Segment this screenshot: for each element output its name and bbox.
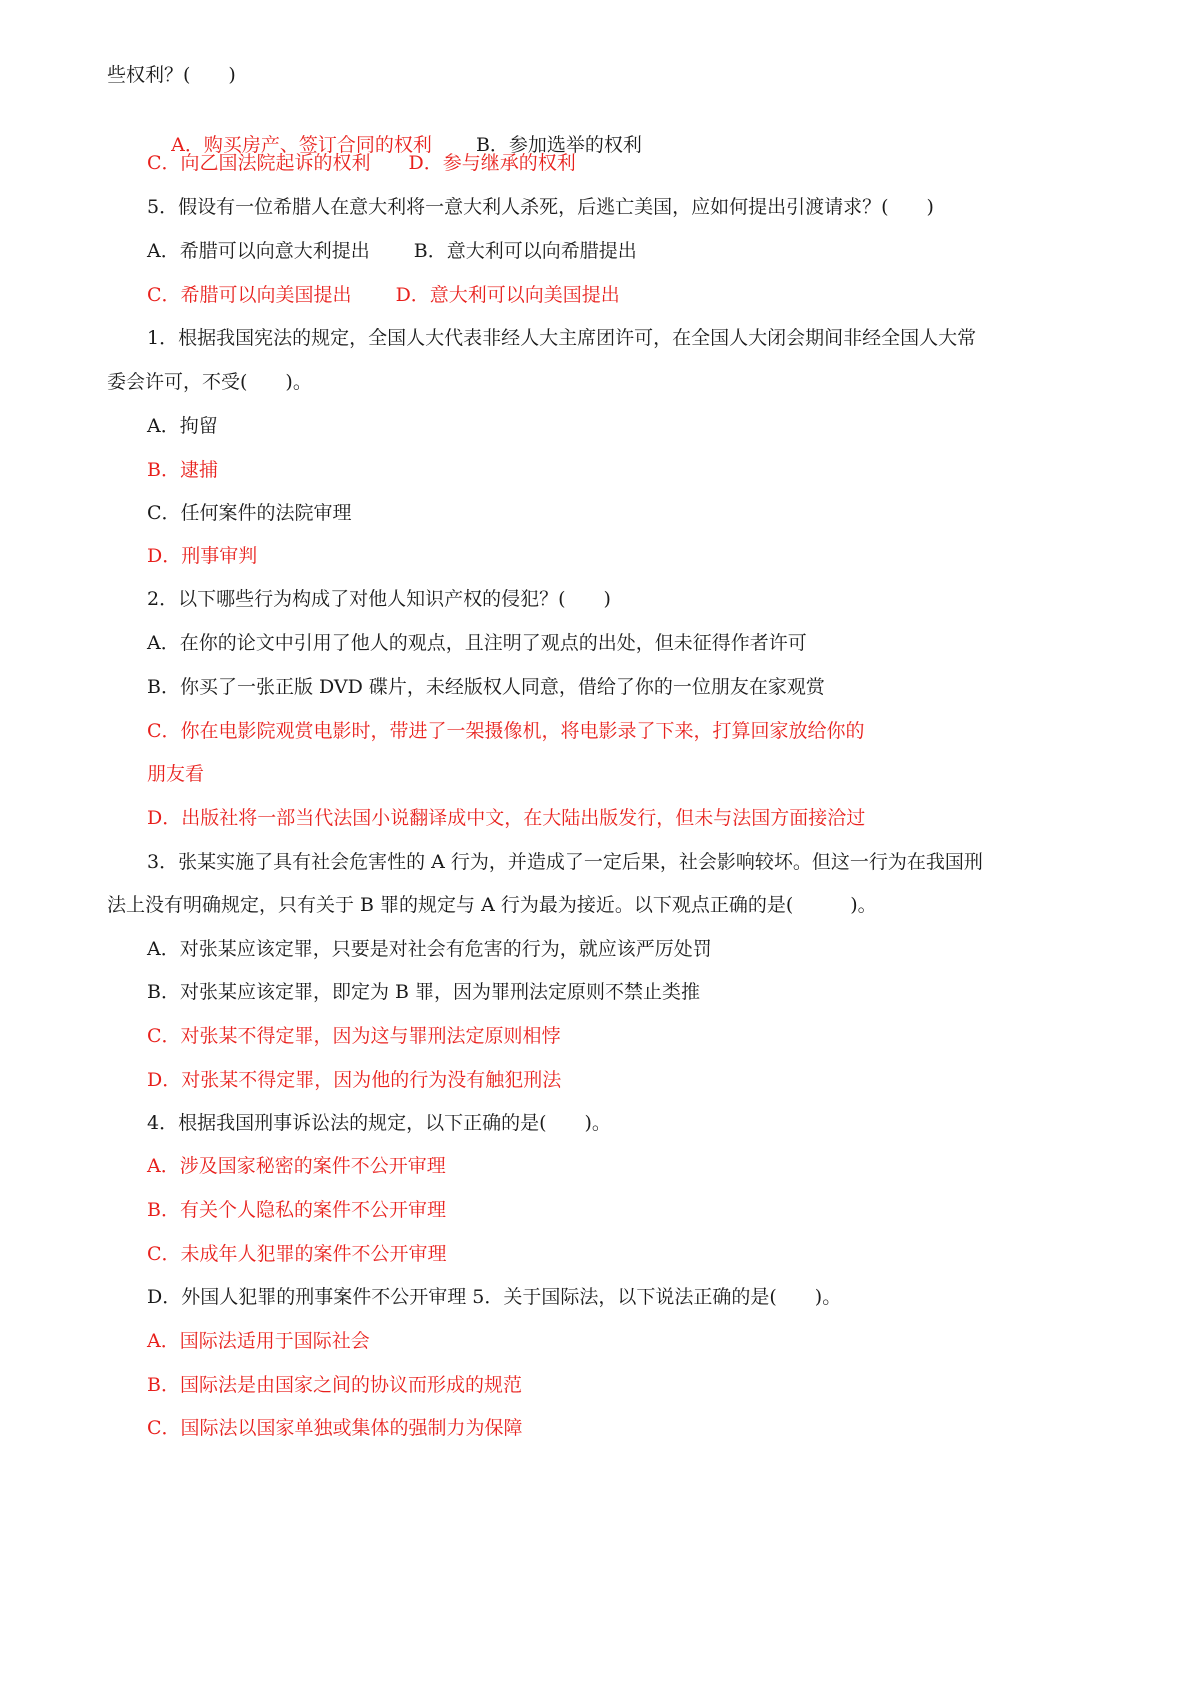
question-line: 3．张某实施了具有社会危害性的 A 行为，并造成了一定后果，社会影响较坏。但这一行为在我国刑	[147, 851, 983, 873]
text-line: B．你买了一张正版 DVD 碟片，未经版权人同意，借给了你的一位朋友在家观赏	[147, 676, 825, 698]
question-line: D．外国人犯罪的刑事案件不公开审理 5．关于国际法，以下说法正确的是( )。	[147, 1286, 842, 1308]
option: B．参加选举的权利	[431, 134, 642, 156]
text-line: C．未成年人犯罪的案件不公开审理	[147, 1243, 447, 1265]
text-line: A．希腊可以向意大利提出 B．意大利可以向希腊提出	[147, 240, 637, 262]
question-line: 5．假设有一位希腊人在意大利将一意大利人杀死，后逃亡美国，应如何提出引渡请求？( )	[147, 196, 934, 218]
text-line: C．国际法以国家单独或集体的强制力为保障	[147, 1417, 523, 1439]
text-line: A．拘留	[147, 415, 218, 437]
text-line: C．对张某不得定罪，因为这与罪刑法定原则相悖	[147, 1025, 561, 1047]
text-line: A．涉及国家秘密的案件不公开审理	[147, 1155, 446, 1177]
text-line: B．对张某应该定罪，即定为 B 罪，因为罪刑法定原则不禁止类推	[147, 981, 701, 1003]
text-line: A．对张某应该定罪，只要是对社会有危害的行为，就应该严厉处罚	[147, 938, 712, 960]
question-line: 4．根据我国刑事诉讼法的规定，以下正确的是( )。	[147, 1112, 611, 1134]
text-line: 些权利？( )	[107, 64, 236, 86]
option-correct: A．购买房产、签订合同的权利	[171, 134, 432, 156]
question-line: 2．以下哪些行为构成了对他人知识产权的侵犯？( )	[147, 588, 611, 610]
text-line: C．希腊可以向美国提出 D．意大利可以向美国提出	[147, 284, 620, 306]
question-line: 1．根据我国宪法的规定，全国人大代表非经人大主席团许可，在全国人大闭会期间非经全国人大常	[147, 327, 977, 349]
text-line: A．在你的论文中引用了他人的观点，且注明了观点的出处，但未征得作者许可	[147, 632, 807, 654]
text-line: B．逮捕	[147, 459, 218, 481]
text-line: C．任何案件的法院审理	[147, 502, 352, 524]
text-line: A．国际法适用于国际社会	[147, 1330, 370, 1352]
text-line: C．向乙国法院起诉的权利 D．参与继承的权利	[147, 152, 576, 174]
text-line	[147, 106, 642, 156]
text-line: 法上没有明确规定，只有关于 B 罪的规定与 A 行为最为接近。以下观点正确的是( )。	[107, 894, 877, 916]
text-line: C．你在电影院观赏电影时，带进了一架摄像机，将电影录了下来，打算回家放给你的	[147, 720, 865, 742]
text-line: B．有关个人隐私的案件不公开审理	[147, 1199, 446, 1221]
text-line: B．国际法是由国家之间的协议而形成的规范	[147, 1374, 522, 1396]
text-line: D．出版社将一部当代法国小说翻译成中文，在大陆出版发行，但未与法国方面接洽过	[147, 807, 866, 829]
text-line: 委会许可，不受( )。	[107, 371, 312, 393]
text-line: 朋友看	[147, 763, 205, 785]
text-line: D．对张某不得定罪，因为他的行为没有触犯刑法	[147, 1069, 562, 1091]
text-line: D．刑事审判	[147, 545, 258, 567]
